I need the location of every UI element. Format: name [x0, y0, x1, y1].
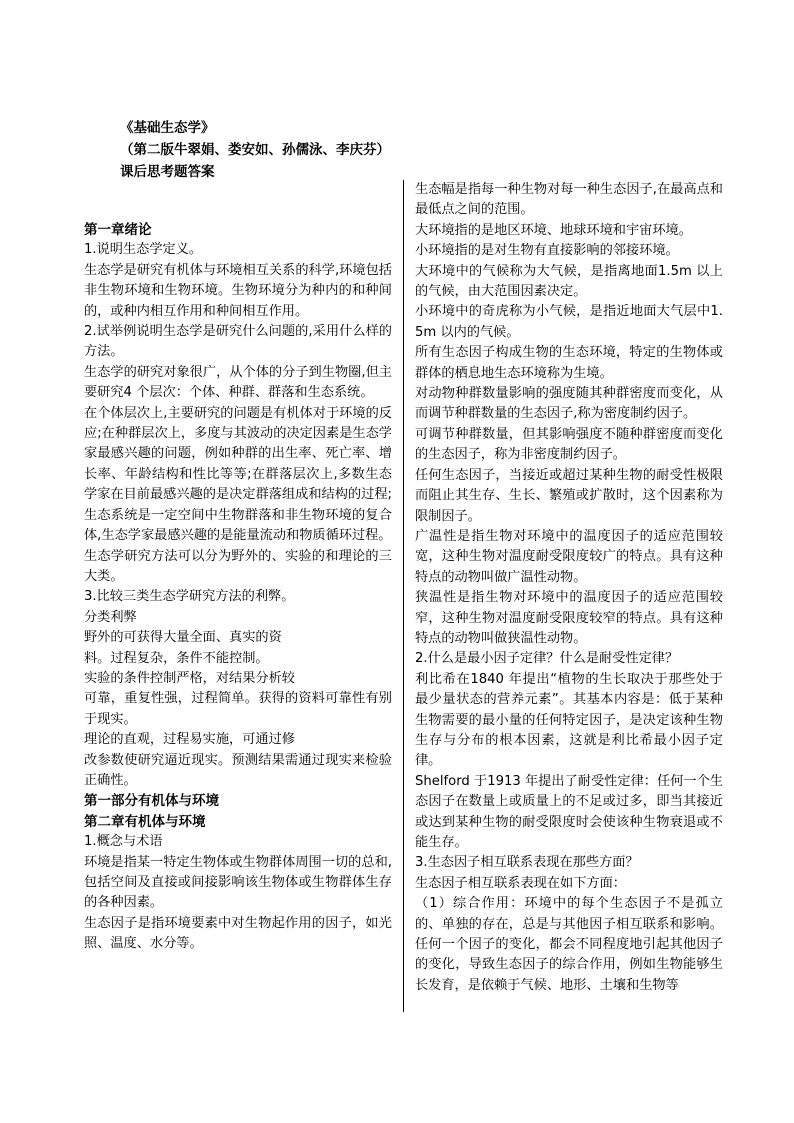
paragraph: 任何生态因子，当接近或超过某种生物的耐受性极限而阻止其生存、生长、繁殖或扩散时，这个因素称为限制因子。 [415, 467, 723, 524]
paragraph: 实验的条件控制严格，对结果分析较 [84, 670, 295, 686]
book-authors: （第二版牛翠娟、娄安如、孙儒泳、李庆芬） [120, 142, 390, 158]
book-subtitle: 课后思考题答案 [120, 164, 215, 180]
paragraph: 1.概念与术语 [84, 834, 163, 850]
paragraph: 3.生态因子相互联系表现在那些方面？ [415, 855, 639, 871]
paragraph: 小环境指的是对生物有直接影响的邻接环境。 [415, 243, 679, 259]
paragraph: 利比希在1840 年提出“植物的生长取决于那些处于最少量状态的营养元素”。其基本内容是：低于某种生物需要的最小量的任何特定因子，是决定该种生物生存与分布的根本因素，这就是利比希最小因子定律。 [415, 671, 723, 769]
paragraph: 2.什么是最小因子定律？什么是耐受性定律？ [415, 651, 679, 667]
paragraph: 料。过程复杂，条件不能控制。 [84, 650, 269, 666]
paragraph: 理论的直观，过程易实施，可通过修 [84, 732, 295, 748]
title-block [120, 117, 390, 183]
column-divider [403, 180, 404, 1012]
paragraph: 生态学是研究有机体与环境相互关系的科学,环境包括非生物环境和生物环境。生物环境分为种内的和种间的，或种内相互作用和种间相互作用。 [84, 262, 392, 319]
paragraph: 1.说明生态学定义。 [84, 242, 203, 258]
book-title: 《基础生态学》 [120, 120, 215, 136]
right-column [415, 180, 723, 996]
paragraph: 3.比较三类生态学研究方法的利弊。 [84, 589, 295, 605]
paragraph: 改参数使研究逼近现实。预测结果需通过现实来检验正确性。 [84, 752, 392, 788]
paragraph: 广温性是指生物对环境中的温度因子的适应范围较宽，这种生物对温度耐受限度较广的特点。具有这种特点的动物叫做广温性动物。 [415, 528, 723, 585]
paragraph: 生态学研究方法可以分为野外的、实验的和理论的三大类。 [84, 548, 392, 584]
paragraph: 大环境中的气候称为大气候，是指离地面1.5m 以上的气候，由大范围因素决定。 [415, 263, 723, 300]
paragraph: 小环境中的奇虎称为小气候，是指近地面大气层中1.5m 以内的气候。 [415, 304, 723, 340]
paragraph: 生态幅是指每一种生物对每一种生态因子,在最高点和最低点之间的范围。 [415, 182, 723, 218]
paragraph: （1）综合作用：环境中的每个生态因子不是孤立的、单独的存在，总是与其他因子相互联系和影响。任何一个因子的变化，都会不同程度地引起其他因子的变化，导致生态因子的综合作用，例如生物能够生长发育，是依赖于气候、地形、土壤和生物等 [415, 896, 723, 993]
paragraph: 2.试举例说明生态学是研究什么问题的,采用什么样的方法。 [84, 324, 392, 360]
paragraph: 在个体层次上,主要研究的问题是有机体对于环境的反应;在种群层次上，多度与其波动的决定因素是生态学家最感兴趣的问题，例如种群的出生率、死亡率、增长率、年龄结构和性比等等;在群落层次上,多数生态学家在目前最感兴趣的是决定群落组成和结构的过程;生态系统是一定空间中生物群落和非生物环境的复合体,生态学家最感兴趣的是能量流动和物质循环过程。 [84, 405, 392, 544]
section-heading: 第一部分有机体与环境 [84, 793, 219, 810]
paragraph: Shelford 于1913 年提出了耐受性定律：任何一个生态因子在数量上或质量上的不足或过多，即当其接近或达到某种生物的耐受限度时会使该种生物衰退或不能生存。 [415, 773, 723, 850]
paragraph: 分类利弊 [84, 609, 137, 625]
paragraph: 环境是指某一特定生物体或生物群体周围一切的总和,包括空间及直接或间接影响该生物体或生物群体生存的各种因素。 [84, 854, 392, 911]
section-heading: 第一章绪论 [84, 222, 152, 238]
paragraph: 生态因子是指环境要素中对生物起作用的因子，如光照、温度、水分等。 [84, 915, 392, 952]
paragraph: 大环境指的是地区环境、地球环境和宇宙环境。 [415, 222, 692, 238]
paragraph: 所有生态因子构成生物的生态环境，特定的生物体或群体的栖息地生态环境称为生境。 [415, 345, 723, 381]
paragraph: 对动物种群数量影响的强度随其种群密度而变化，从而调节种群数量的生态因子,称为密度制约因子。 [415, 386, 723, 422]
paragraph: 狭温性是指生物对环境中的温度因子的适应范围较窄，这种生物对温度耐受限度较窄的特点。具有这种特点的动物叫做狭温性动物。 [415, 590, 723, 646]
paragraph: 生态学的研究对象很广，从个体的分子到生物圈,但主要研究4 个层次：个体、种群、群落和生态系统。 [84, 364, 392, 401]
paragraph: 可靠，重复性强，过程简单。获得的资料可靠性有别于现实。 [84, 691, 392, 727]
paragraph: 可调节种群数量，但其影响强度不随种群密度而变化的生态因子，称为非密度制约因子。 [415, 426, 723, 463]
section-heading: 第二章有机体与环境 [84, 813, 206, 830]
paragraph: 野外的可获得大量全面、真实的资 [84, 630, 282, 646]
paragraph: 生态因子相互联系表现在如下方面： [415, 875, 626, 891]
left-column [84, 220, 392, 955]
